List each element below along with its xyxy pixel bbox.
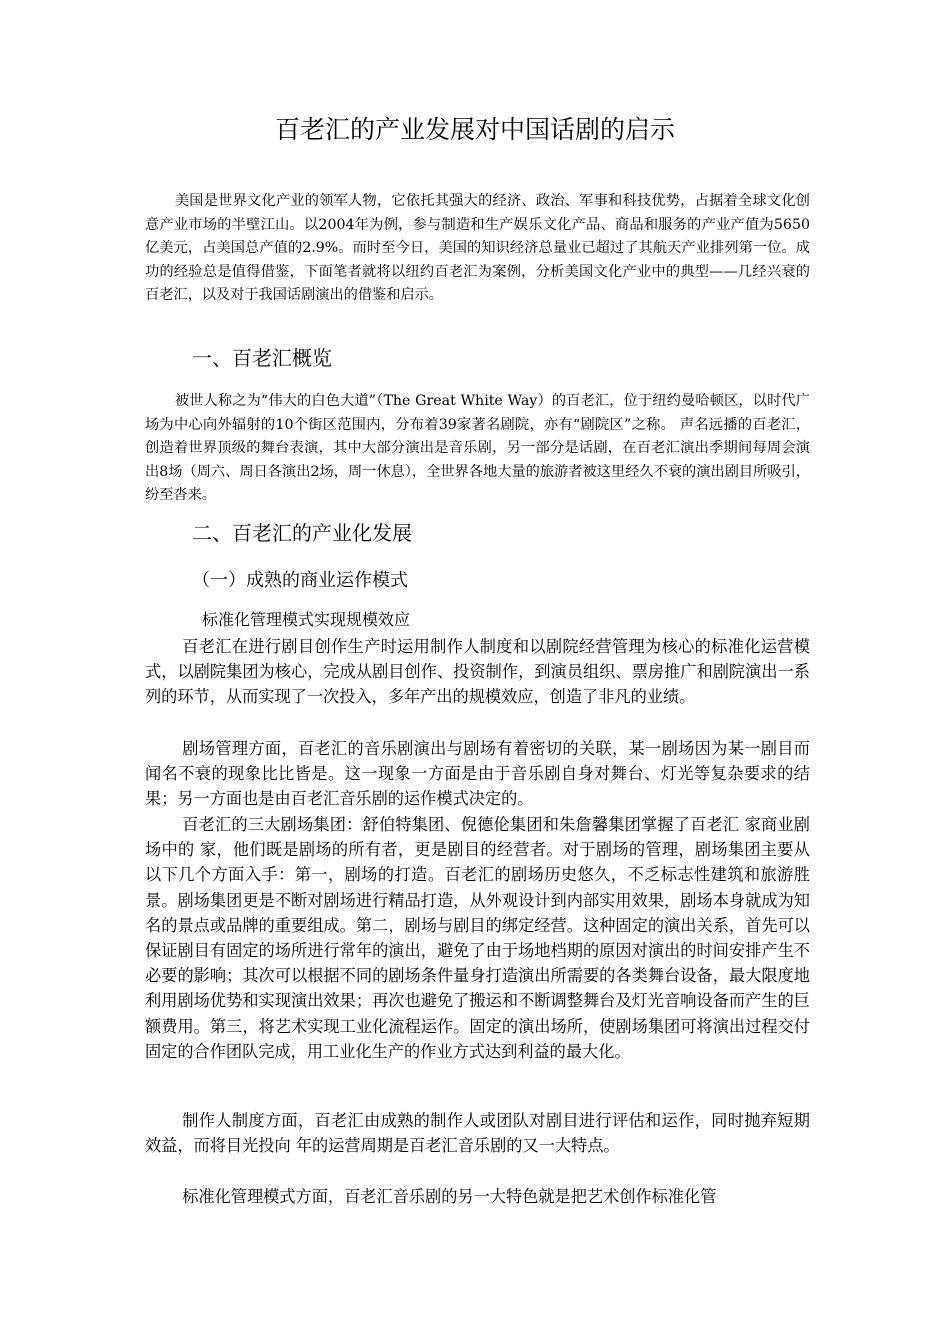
section-heading-overview: 一、百老汇概览 xyxy=(192,346,332,370)
subsection-heading-business-model: （一）成熟的商业运作模式 xyxy=(192,570,408,591)
paragraph-standardized-management: 标准化管理模式方面，百老汇音乐剧的另一大特色就是把艺术创作标准化管 xyxy=(182,1187,717,1206)
paragraph-producer-system: 百老汇在进行剧目创作生产时运用制作人制度和以剧院经营管理为核心的标准化运营模式，以剧院集团为核心，完成从剧目创作、投资制作，到演员组织、票房推广和剧院演出一系列的环节，从而实现了一次投入，多年产出的规模效应，创造了非凡的业绩。 xyxy=(145,637,810,707)
document-title: 百老汇的产业发展对中国话剧的启示 xyxy=(274,115,675,144)
intro-paragraph: 美国是世界文化产业的领军人物，它依托其强大的经济、政治、军事和科技优势，占据着全球文化创意产业市场的半壁江山。以2004年为例，参与制造和生产娱乐文化产品、商品和服务的产业产值为5650亿美元，占美国总产值的2.9%。而时至今日，美国的知识经济总量业已超过了其航天产业排列第一位。成功的经验总是值得借鉴，下面笔者就将以纽约百老汇为案例，分析美国文化产业中的典型——几经兴衰的百老汇，以及对于我国话剧演出的借鉴和启示。 xyxy=(145,193,810,303)
section-heading-industrialization: 二、百老汇的产业化发展 xyxy=(192,521,412,545)
paragraph-theater-management: 剧场管理方面，百老汇的音乐剧演出与剧场有着密切的关联，某一剧场因为某一剧目而闻名不衰的现象比比皆是。这一现象一方面是由于音乐剧自身对舞台、灯光等复杂要求的结果；另一方面也是由百老汇音乐剧的运作模式决定的。 xyxy=(145,739,810,809)
paragraph-producer-evaluation: 制作人制度方面，百老汇由成熟的制作人或团队对剧目进行评估和运作，同时抛弃短期效益，而将目光投向 年的运营周期是百老汇音乐剧的又一大特点。 xyxy=(145,1111,810,1156)
sub-sub-heading-standardization: 标准化管理模式实现规模效应 xyxy=(202,610,411,629)
paragraph-theater-groups: 百老汇的三大剧场集团：舒伯特集团、倪德伦集团和朱詹馨集团掌握了百老汇 家商业剧场中的 家，他们既是剧场的所有者，更是剧目的经营者。对于剧场的管理，剧场集团主要从以下几个方面入手：第一，剧场的打造。百老汇的剧场历史悠久，不乏标志性建筑和旅游胜景。剧场集团更是不断对剧场进行精品打造，从外观设计到内部实用效果，剧场本身就成为知名的景点或品牌的重要组成。第二，剧场与剧目的绑定经营。这种固定的演出关系，首先可以保证剧目有固定的场所进行常年的演出，避免了由于场地档期的原因对演出的时间安排产生不必要的影响；其次可以根据不同的剧场条件量身打造演出所需要的各类舞台设备，最大限度地利用剧场优势和实现演出效果；再次也避免了搬运和不断调整舞台及灯光音响设备而产生的巨额费用。第三，将艺术实现工业化流程运作。固定的演出场所，使剧场集团可将演出过程交付固定的合作团队完成，用工业化生产的作业方式达到利益的最大化。 xyxy=(145,815,810,1061)
overview-paragraph: 被世人称之为“伟大的白色大道”（The Great White Way）的百老汇，位于纽约曼哈顿区，以时代广场为中心向外辐射的10个街区范围内，分布着39家著名剧院，亦有“剧院区”之称。 声名远播的百老汇，创造着世界顶级的舞台表演，其中大部分演出是音乐剧，另一部分是话剧，在百老汇演出季期间每周会演出8场（周六、周日各演出2场，周一休息），全世界各地大量的旅游者被这里经久不衰的演出剧目所吸引，纷至沓来。 xyxy=(145,393,810,503)
